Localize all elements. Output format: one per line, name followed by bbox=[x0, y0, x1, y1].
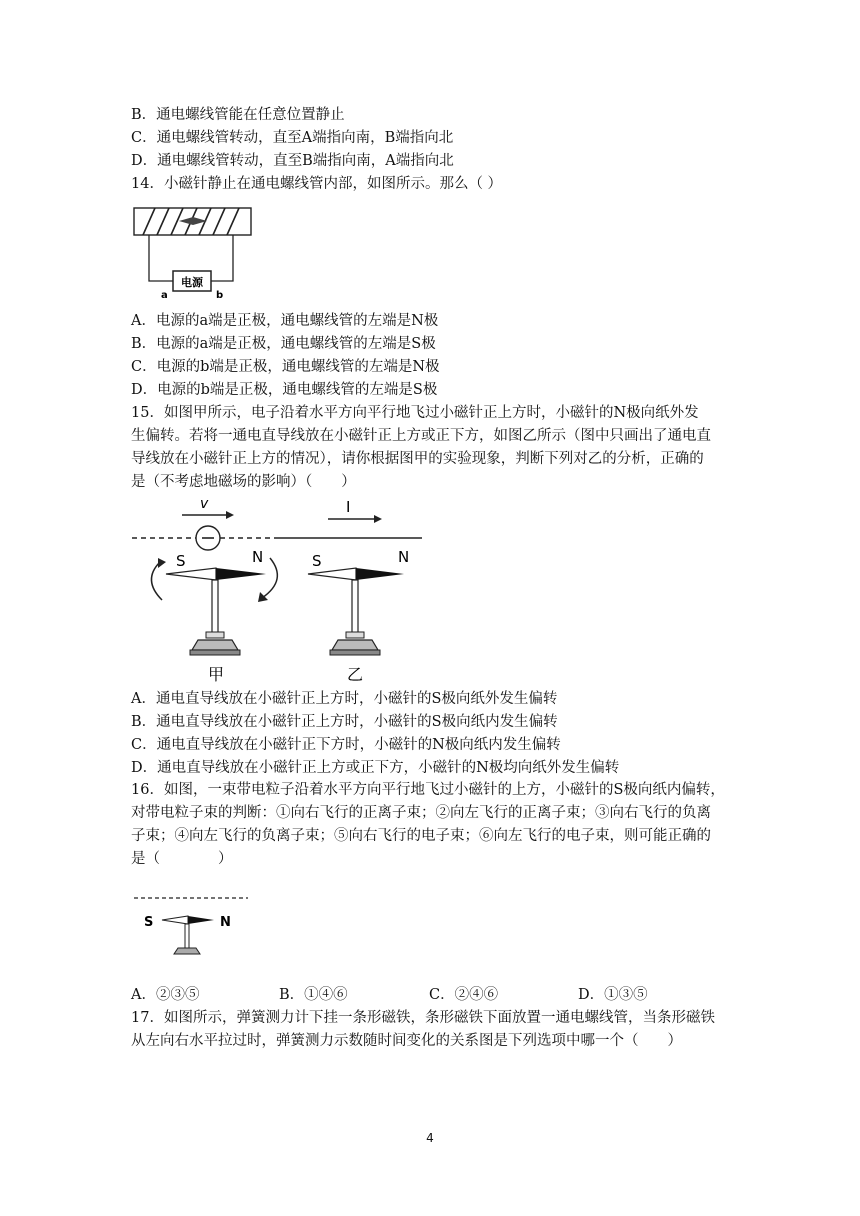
q16-option-b: B．①④⑥ bbox=[279, 987, 348, 1003]
q16-n-label: N bbox=[220, 915, 231, 930]
q14-option-d: D．电源的b端是正极，通电螺线管的左端是S极 bbox=[131, 382, 438, 398]
q15-option-d: D．通电直导线放在小磁针正上方或正下方，小磁针的N极均向纸外发生偏转 bbox=[131, 760, 620, 776]
q14-terminal-a: a bbox=[161, 290, 168, 301]
q16-stem-line-1: 16．如图，一束带电粒子沿着水平方向平行地飞过小磁针的上方，小磁针的S极向纸内偏转， bbox=[131, 782, 725, 798]
q13-option-b: B．通电螺线管能在任意位置静止 bbox=[131, 107, 345, 123]
q15-left-n-label: N bbox=[252, 548, 264, 566]
q15-caption-jia: 甲 bbox=[207, 665, 225, 684]
q16-option-d: D．①③⑤ bbox=[578, 987, 648, 1003]
q16-stem-line-2: 对带电粒子束的判断：①向右飞行的正离子束；②向左飞行的正离子束；③向右飞行的负离 bbox=[131, 805, 711, 821]
q16-option-c: C．②④⑥ bbox=[429, 987, 499, 1003]
q15-current-label: I bbox=[346, 498, 351, 516]
q16-option-a: A．②③⑤ bbox=[131, 987, 200, 1003]
q15-option-a: A．通电直导线放在小磁针正上方时，小磁针的S极向纸外发生偏转 bbox=[131, 691, 558, 707]
q15-option-c: C．通电直导线放在小磁针正下方时，小磁针的N极向纸内发生偏转 bbox=[131, 737, 561, 753]
q16-s-label: S bbox=[144, 915, 154, 930]
q15-stem-line-1: 15．如图甲所示，电子沿着水平方向平行地飞过小磁针正上方时，小磁针的N极向纸外发 bbox=[131, 405, 699, 421]
q15-right-n-label: N bbox=[398, 548, 410, 566]
q14-option-b: B．电源的a端是正极，通电螺线管的左端是S极 bbox=[131, 336, 436, 352]
q14-terminal-b: b bbox=[216, 290, 224, 301]
q15-right-s-label: S bbox=[312, 552, 322, 570]
q14-option-c: C．电源的b端是正极，通电螺线管的左端是N极 bbox=[131, 359, 440, 375]
q13-option-d: D．通电螺线管转动，直至B端指向南，A端指向北 bbox=[131, 153, 454, 169]
q17-stem-line-2: 从左向右水平拉过时，弹簧测力示数随时间变化的关系图是下列选项中哪一个（ ） bbox=[131, 1033, 682, 1049]
page-number: 4 bbox=[426, 1131, 434, 1145]
q15-stem-line-4: 是（不考虑地磁场的影响）（ ） bbox=[131, 474, 356, 490]
q15-stem-line-2: 生偏转。若将一通电直导线放在小磁针正上方或正下方，如图乙所示（图中只画出了通电直 bbox=[131, 428, 711, 444]
q14-solenoid-figure bbox=[133, 203, 253, 301]
q15-velocity-label: v bbox=[200, 496, 209, 512]
q15-option-b: B．通电直导线放在小磁针正上方时，小磁针的S极向纸内发生偏转 bbox=[131, 714, 558, 730]
q14-power-label: 电源 bbox=[181, 276, 203, 289]
q13-option-c: C．通电螺线管转动，直至A端指向南，B端指向北 bbox=[131, 130, 454, 146]
q16-stem-line-4: 是（ ） bbox=[131, 851, 233, 867]
q15-caption-yi: 乙 bbox=[346, 665, 364, 684]
q17-stem-line-1: 17．如图所示，弹簧测力计下挂一条形磁铁，条形磁铁下面放置一通电螺线管，当条形磁铁 bbox=[131, 1010, 715, 1026]
q15-compass-figure bbox=[128, 492, 428, 684]
q16-stem-line-3: 子束；④向左飞行的负离子束；⑤向右飞行的电子束；⑥向左飞行的电子束，则可能正确的 bbox=[131, 828, 711, 844]
q14-stem: 14．小磁针静止在通电螺线管内部，如图所示。那么（ ） bbox=[131, 176, 503, 192]
q14-option-a: A．电源的a端是正极，通电螺线管的左端是N极 bbox=[131, 313, 439, 329]
q15-stem-line-3: 导线放在小磁针正上方的情况），请你根据图甲的实验现象，判断下列对乙的分析，正确的 bbox=[131, 451, 704, 467]
q15-left-s-label: S bbox=[176, 552, 186, 570]
q16-compass-figure bbox=[132, 890, 252, 962]
